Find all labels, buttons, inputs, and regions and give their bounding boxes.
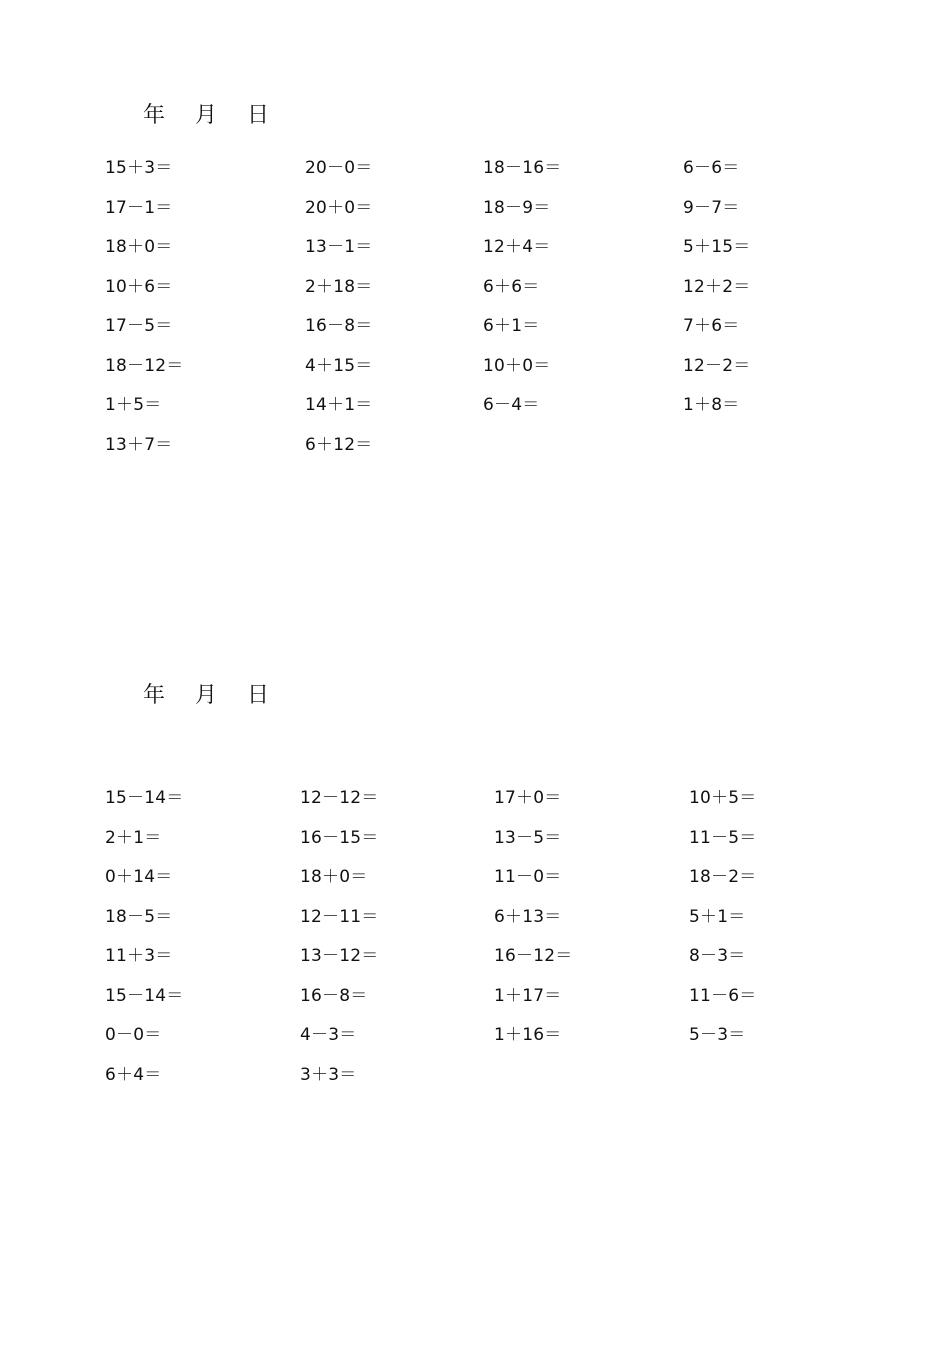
arithmetic-problem: 6－6＝ [683,158,740,178]
arithmetic-problem: 13－12＝ [300,946,379,966]
arithmetic-problem: 16－15＝ [300,827,379,848]
arithmetic-problem: 18－16＝ [483,158,562,178]
arithmetic-problem: 13＋7＝ [105,434,173,455]
arithmetic-problem: 20－0＝ [305,158,373,178]
arithmetic-problem: 1＋8＝ [683,395,740,415]
arithmetic-problem: 15＋3＝ [105,158,173,178]
arithmetic-problem: 4－3＝ [300,1025,357,1045]
arithmetic-problem: 18＋0＝ [105,237,173,257]
arithmetic-problem: 6＋6＝ [483,276,540,297]
arithmetic-problem: 18－9＝ [483,197,551,218]
arithmetic-problem: 0＋14＝ [105,867,173,887]
year-label: 年 [143,103,166,128]
arithmetic-problem: 3＋3＝ [300,1064,357,1085]
arithmetic-problem: 18－2＝ [689,867,757,887]
arithmetic-problem: 2＋1＝ [105,827,162,848]
arithmetic-problem: 11－6＝ [689,985,757,1006]
day-label: 日 [247,683,270,708]
arithmetic-problem: 6＋4＝ [105,1064,162,1085]
arithmetic-problem: 16－8＝ [300,985,368,1006]
arithmetic-problem: 15－14＝ [105,788,184,808]
arithmetic-problem: 5＋15＝ [683,237,751,257]
arithmetic-problem: 11＋3＝ [105,946,173,966]
month-label: 月 [195,683,218,708]
arithmetic-problem: 17＋0＝ [494,788,562,808]
arithmetic-problem: 18＋0＝ [300,867,368,887]
arithmetic-problem: 10＋0＝ [483,355,551,376]
arithmetic-problem: 6＋1＝ [483,316,540,336]
arithmetic-problem: 17－1＝ [105,197,173,218]
arithmetic-problem: 6＋13＝ [494,906,562,927]
arithmetic-problem: 11－0＝ [494,867,562,887]
arithmetic-problem: 18－5＝ [105,906,173,927]
year-label: 年 [143,683,166,708]
arithmetic-problem: 15－14＝ [105,985,184,1006]
arithmetic-problem: 14＋1＝ [305,395,373,415]
arithmetic-problem: 4＋15＝ [305,355,373,376]
arithmetic-problem: 7＋6＝ [683,316,740,336]
arithmetic-problem: 1＋5＝ [105,395,162,415]
arithmetic-problem: 12－11＝ [300,906,379,927]
arithmetic-problem: 5＋1＝ [689,906,746,927]
arithmetic-problem: 20＋0＝ [305,197,373,218]
arithmetic-problem: 1＋17＝ [494,985,562,1006]
arithmetic-problem: 12＋4＝ [483,237,551,257]
arithmetic-problem: 13－1＝ [305,237,373,257]
arithmetic-problem: 5－3＝ [689,1025,746,1045]
arithmetic-problem: 9－7＝ [683,197,740,218]
arithmetic-problem: 12－2＝ [683,355,751,376]
month-label: 月 [195,103,218,128]
arithmetic-problem: 13－5＝ [494,827,562,848]
arithmetic-problem: 1＋16＝ [494,1025,562,1045]
arithmetic-problem: 2＋18＝ [305,276,373,297]
arithmetic-problem: 6－4＝ [483,395,540,415]
arithmetic-problem: 12－12＝ [300,788,379,808]
arithmetic-problem: 18－12＝ [105,355,184,376]
arithmetic-problem: 10＋6＝ [105,276,173,297]
arithmetic-problem: 11－5＝ [689,827,757,848]
arithmetic-problem: 16－12＝ [494,946,573,966]
arithmetic-problem: 10＋5＝ [689,788,757,808]
arithmetic-problem: 6＋12＝ [305,434,373,455]
arithmetic-problem: 12＋2＝ [683,276,751,297]
arithmetic-problem: 8－3＝ [689,946,746,966]
arithmetic-problem: 0－0＝ [105,1025,162,1045]
day-label: 日 [247,103,270,128]
arithmetic-problem: 16－8＝ [305,316,373,336]
arithmetic-problem: 17－5＝ [105,316,173,336]
